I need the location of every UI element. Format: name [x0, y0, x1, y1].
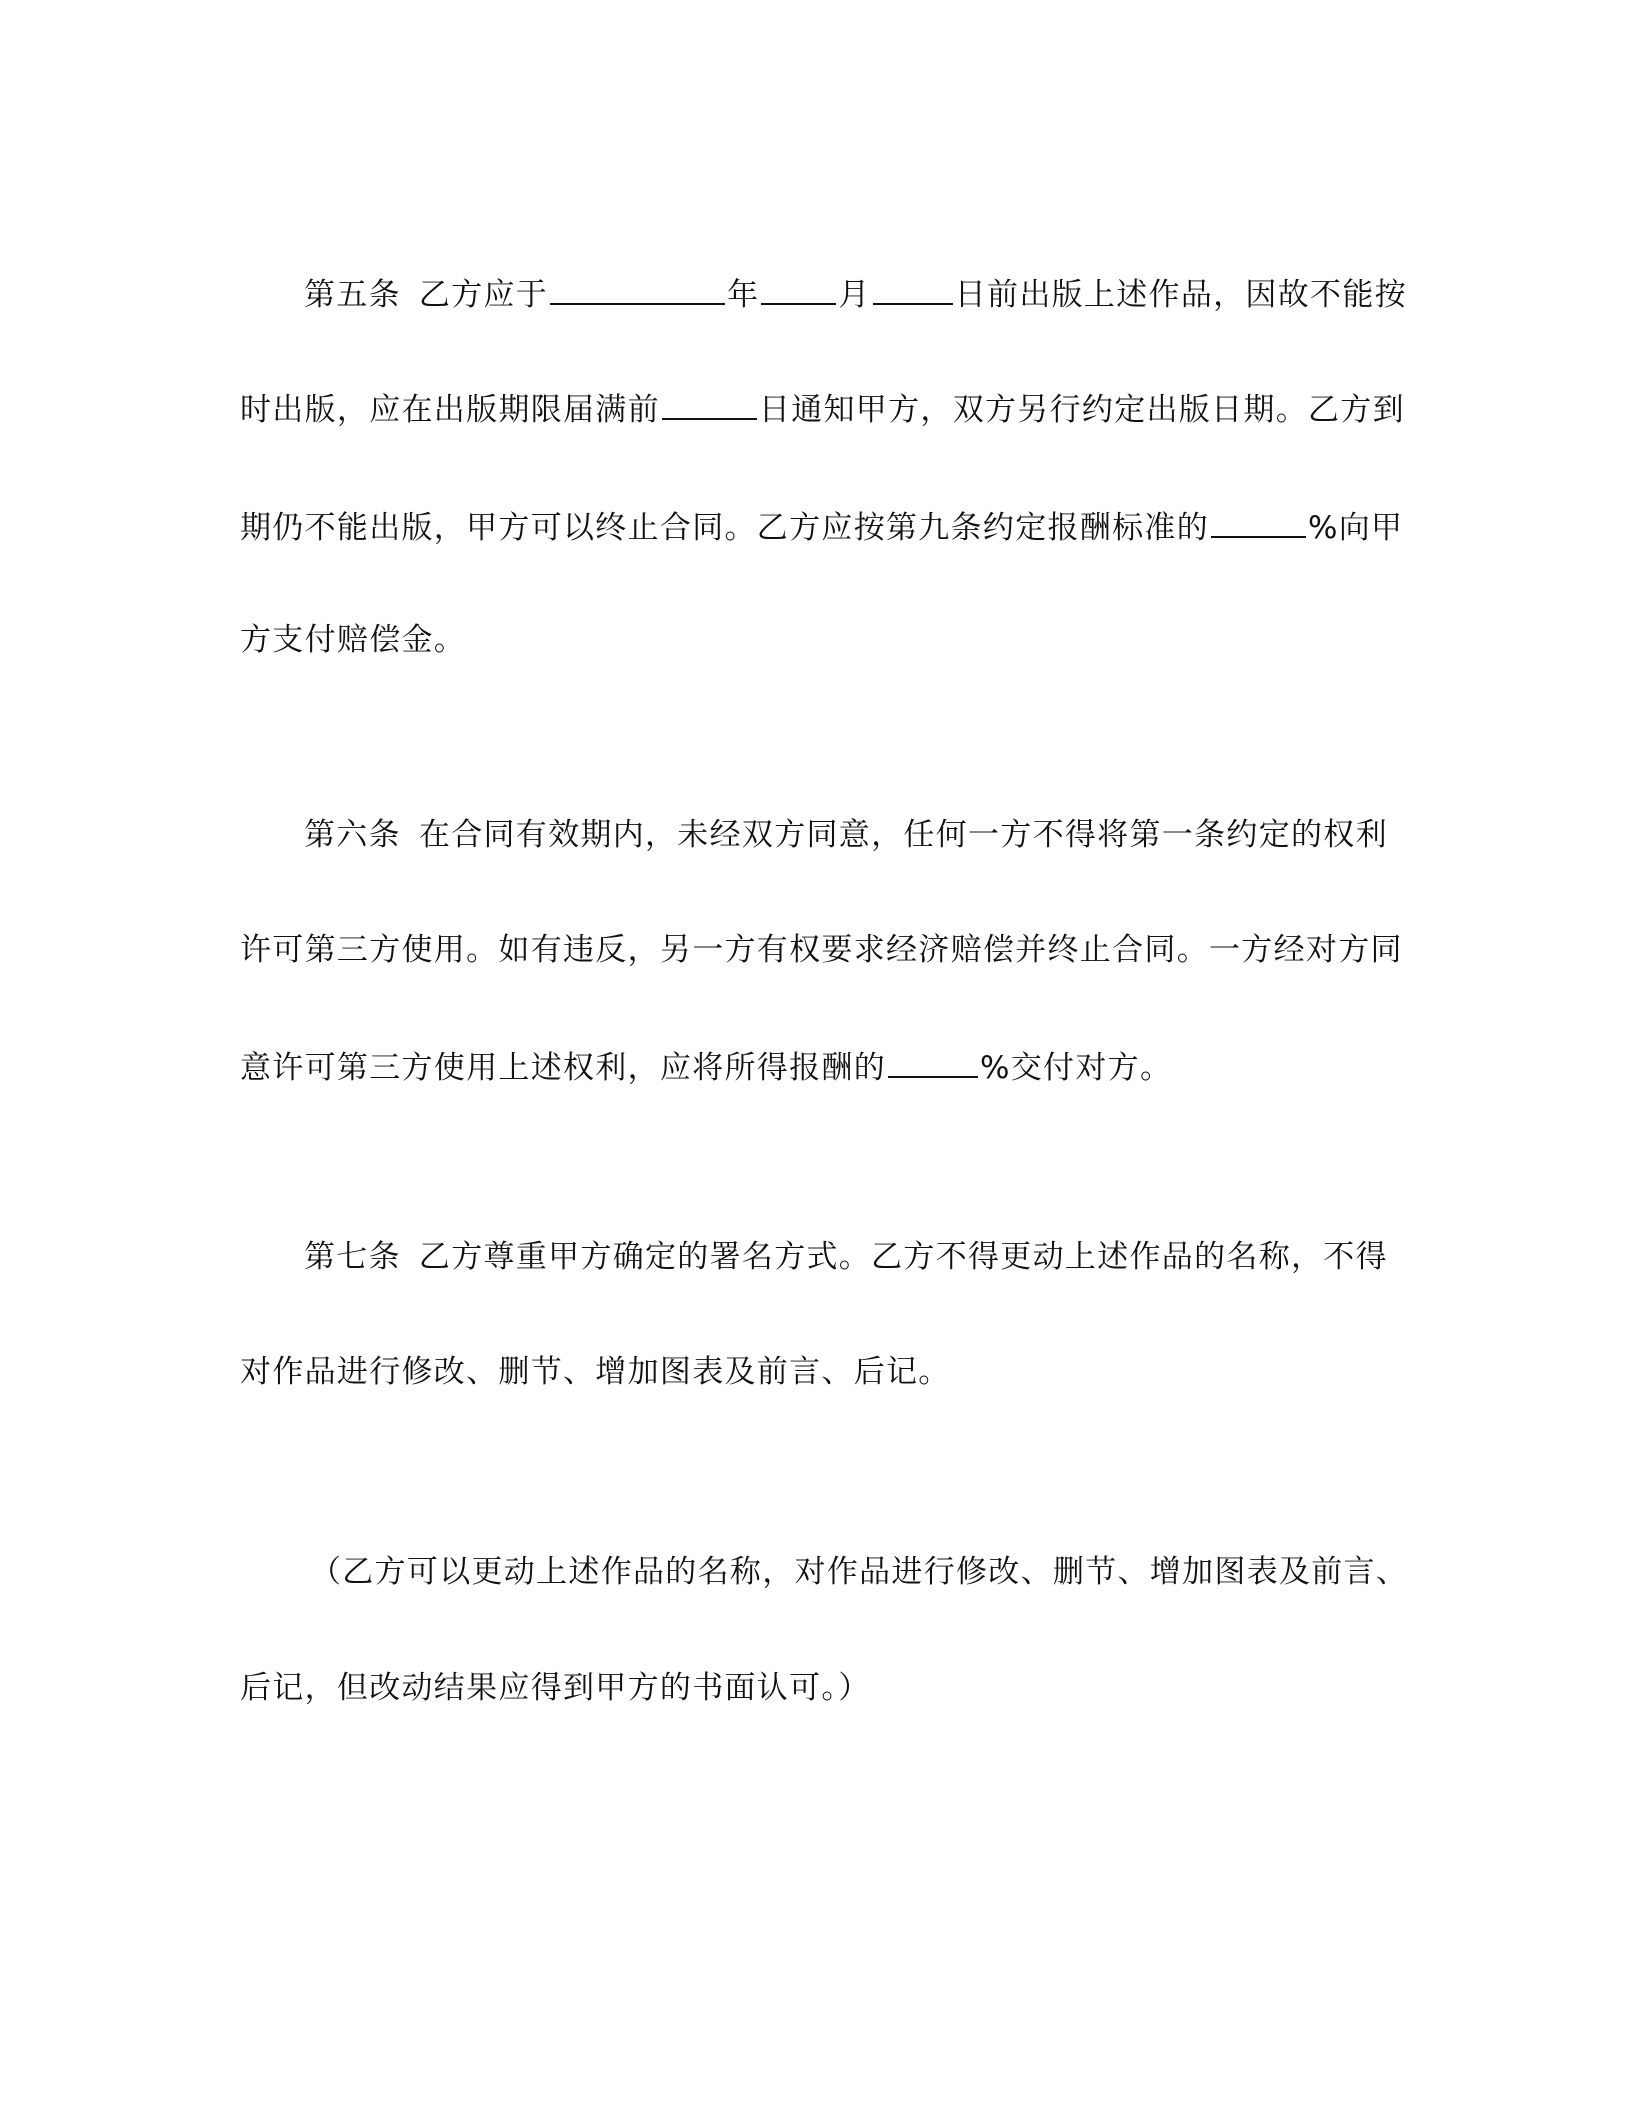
blank-compensation-percent [1211, 508, 1306, 538]
article-6-number: 第六条 [304, 817, 401, 853]
article-7-number: 第七条 [304, 1239, 401, 1275]
article-5-line-1: 第五条 乙方应于 年 月 日前出版上述作品，因故不能按 [304, 277, 1407, 313]
blank-remuneration-percent [888, 1048, 978, 1078]
article-7-line-2: 对作品进行修改、删节、增加图表及前言、后记。 [240, 1354, 951, 1390]
article-6-line-2: 许可第三方使用。如有违反，另一方有权要求经济赔偿并终止合同。一方经对方同 [240, 932, 1403, 968]
alt-clause-line-1: （乙方可以更动上述作品的名称，对作品进行修改、删节、增加图表及前言、 [310, 1554, 1409, 1590]
alt-clause-line-2: 后记，但改动结果应得到甲方的书面认可。） [240, 1670, 871, 1706]
article-7-line-1: 第七条 乙方尊重甲方确定的署名方式。乙方不得更动上述作品的名称，不得 [304, 1239, 1388, 1275]
blank-notice-days [662, 390, 757, 420]
article-6-line-3: 意许可第三方使用上述权利，应将所得报酬的 %交付对方。 [240, 1050, 1173, 1086]
article-5-number: 第五条 [304, 277, 401, 313]
article-5-line-2: 时出版，应在出版期限届满前 日通知甲方，双方另行约定出版日期。乙方到 [240, 392, 1405, 428]
article-6-line-1: 第六条 在合同有效期内，未经双方同意，任何一方不得将第一条约定的权利 [304, 817, 1388, 853]
article-5-line-3: 期仍不能出版，甲方可以终止合同。乙方应按第九条约定报酬标准的 %向甲 [240, 510, 1404, 546]
blank-year [550, 275, 725, 305]
blank-month [761, 275, 836, 305]
blank-day [873, 275, 953, 305]
article-5-line-4: 方支付赔偿金。 [240, 622, 467, 658]
